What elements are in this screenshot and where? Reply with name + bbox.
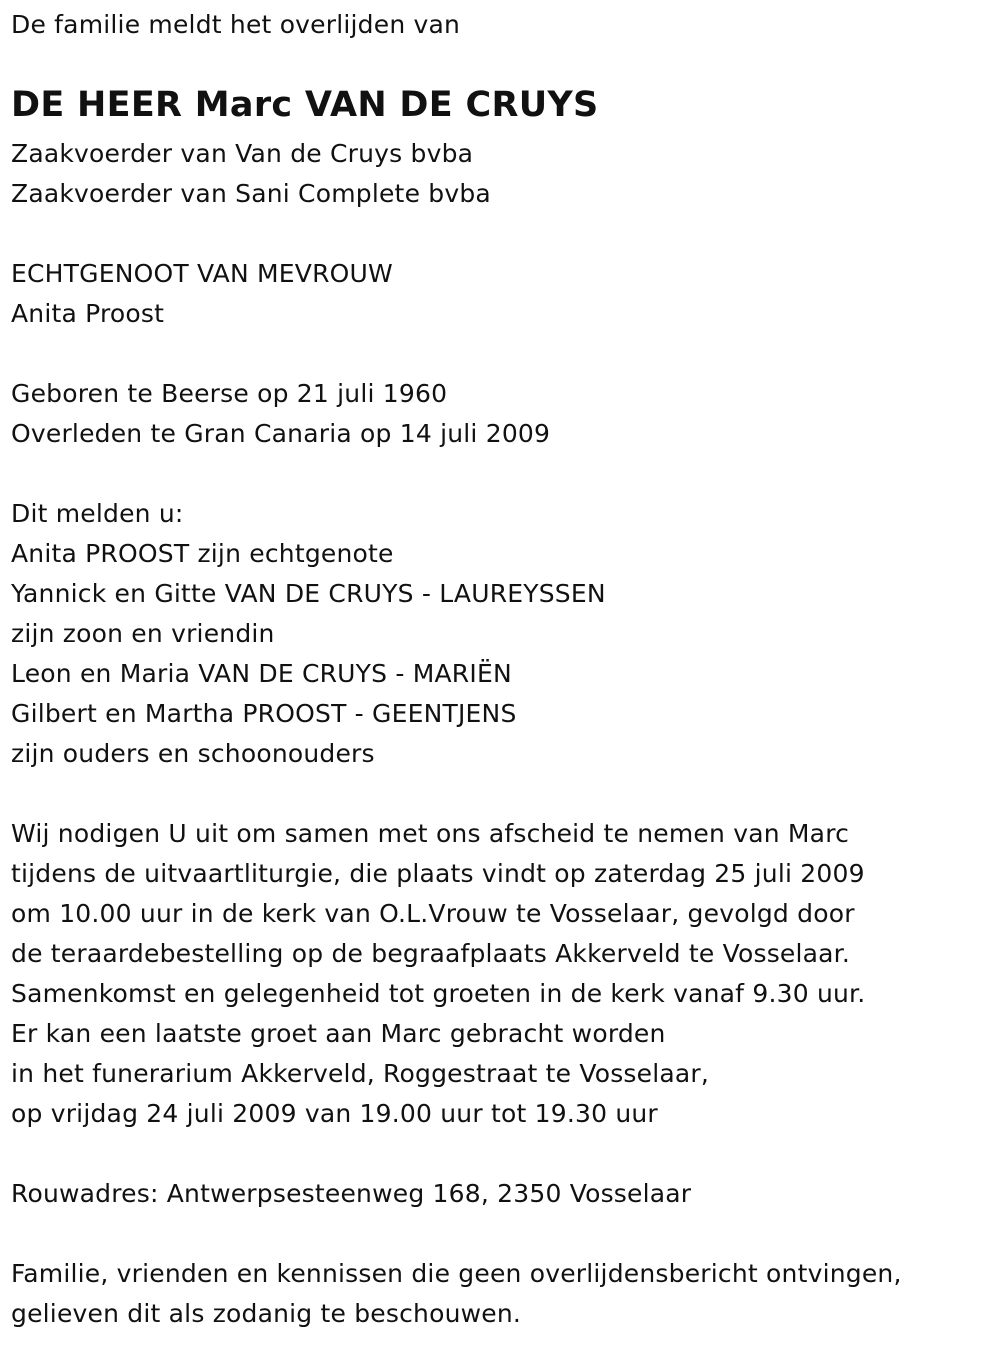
invitation-line: de teraardebestelling op de begraafplaats Akkerveld te Vosselaar. — [11, 939, 851, 968]
invitation-line: om 10.00 uur in de kerk van O.L.Vrouw te Vosselaar, gevolgd door — [11, 899, 855, 928]
invitation-line: tijdens de uitvaartliturgie, die plaats vindt op zaterdag 25 juli 2009 — [11, 859, 865, 888]
mourning-address: Rouwadres: Antwerpsesteenweg 168, 2350 Vosselaar — [11, 1179, 692, 1208]
death-info: Overleden te Gran Canaria op 14 juli 2009 — [11, 419, 551, 448]
invitation-line: in het funerarium Akkerveld, Roggestraat te Vosselaar, — [11, 1059, 710, 1088]
invitation-line: op vrijdag 24 juli 2009 van 19.00 uur tot 19.30 uur — [11, 1099, 658, 1128]
spouse-name: Anita Proost — [11, 299, 165, 328]
announcer-line: zijn zoon en vriendin — [11, 619, 275, 648]
intro-text: De familie meldt het overlijden van — [11, 10, 461, 39]
invitation-line: Wij nodigen U uit om samen met ons afscheid te nemen van Marc — [11, 819, 850, 848]
deceased-name: DE HEER Marc VAN DE CRUYS — [11, 85, 599, 125]
birth-info: Geboren te Beerse op 21 juli 1960 — [11, 379, 448, 408]
title-line: Zaakvoerder van Van de Cruys bvba — [11, 139, 474, 168]
announcer-line: Yannick en Gitte VAN DE CRUYS - LAUREYSSEN — [11, 579, 606, 608]
announcer-line: Gilbert en Martha PROOST - GEENTJENS — [11, 699, 517, 728]
announcer-line: zijn ouders en schoonouders — [11, 739, 375, 768]
closing-line: Familie, vrienden en kennissen die geen overlijdensbericht ontvingen, — [11, 1259, 902, 1288]
invitation-line: Samenkomst en gelegenheid tot groeten in de kerk vanaf 9.30 uur. — [11, 979, 866, 1008]
closing-line: gelieven dit als zodanig te beschouwen. — [11, 1299, 522, 1328]
announcers-heading: Dit melden u: — [11, 499, 184, 528]
announcer-line: Leon en Maria VAN DE CRUYS - MARIËN — [11, 659, 512, 688]
spouse-heading: ECHTGENOOT VAN MEVROUW — [11, 259, 393, 288]
title-line: Zaakvoerder van Sani Complete bvba — [11, 179, 491, 208]
invitation-line: Er kan een laatste groet aan Marc gebracht worden — [11, 1019, 666, 1048]
announcer-line: Anita PROOST zijn echtgenote — [11, 539, 394, 568]
